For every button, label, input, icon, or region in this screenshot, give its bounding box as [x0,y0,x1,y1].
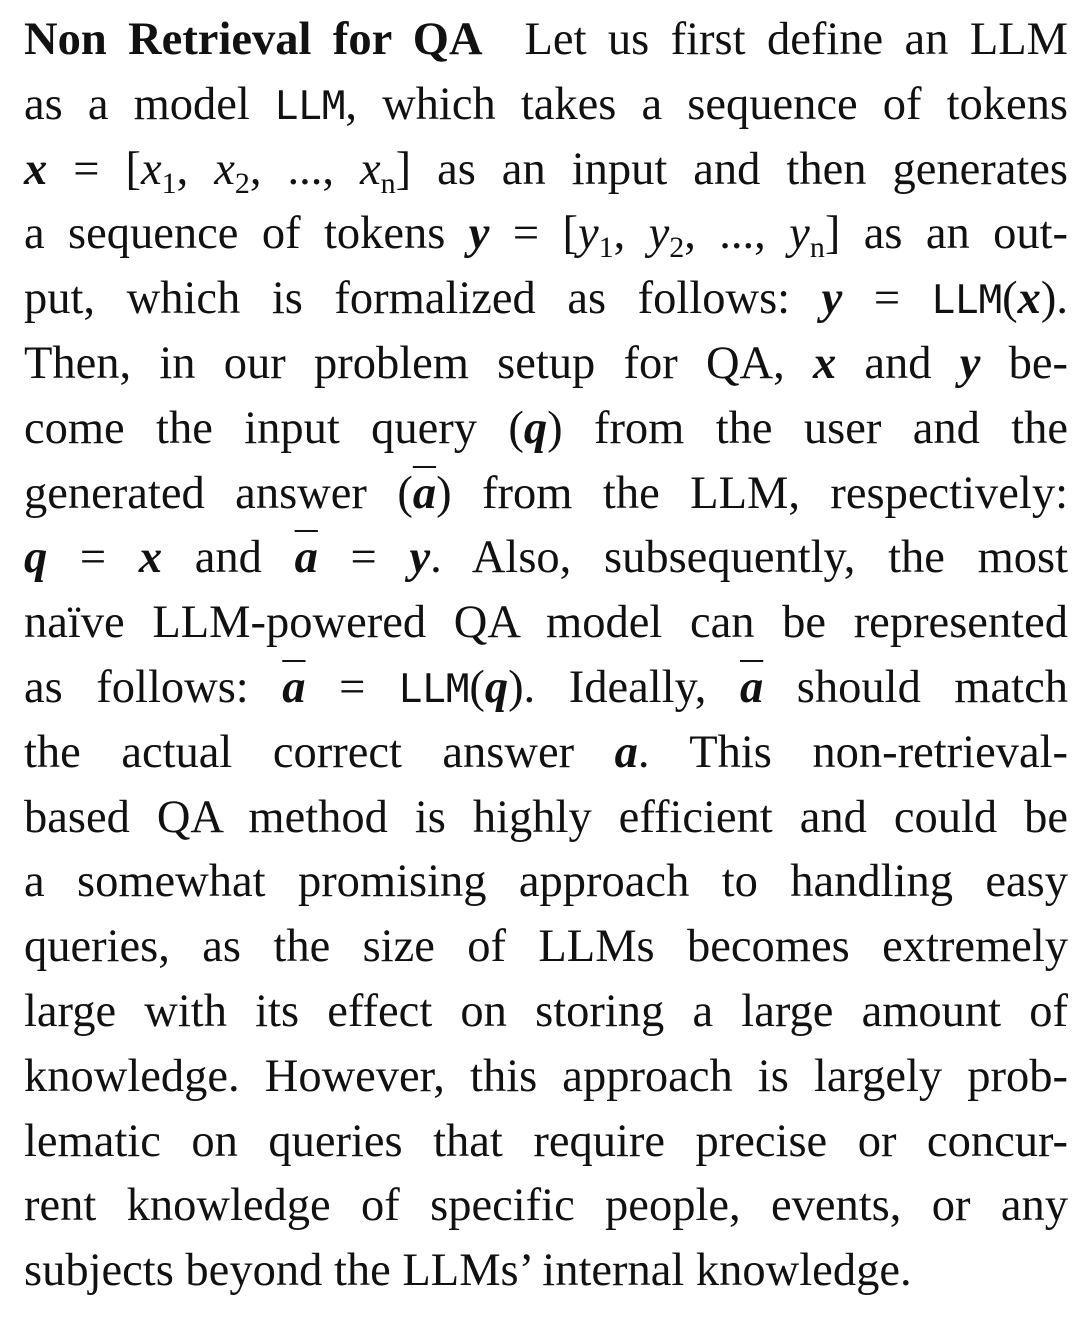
math-symbol: x [1017,273,1041,325]
text-line [24,658,1068,720]
text-run: = [ [47,143,141,195]
text-run: a somewhat promising approach to handling easy [24,856,1068,908]
text-run: ( [469,662,485,713]
text-line [24,269,1068,331]
text-run: knowledge. However, this approach is largely prob- [24,1050,1068,1102]
math-symbol: y [821,273,843,325]
text-run: generated answer ( [24,467,413,519]
text-line [24,1241,1068,1301]
text-line [24,464,1068,524]
math-symbol-a-bar: $\overline{a}$ [740,662,764,713]
text-run: . Also, subsequently, the most [430,532,1069,584]
text-run: , ..., [249,143,360,195]
text-line [24,399,1068,459]
math-subscript: n [809,231,825,265]
text-line [24,10,1068,70]
math-symbol: y [468,208,490,260]
text-run: naïve LLM-powered QA model can be represented [24,597,1068,649]
math-variable: y [577,208,599,260]
math-symbol: q [523,402,548,454]
math-subscript: 1 [161,166,177,200]
math-symbol-a-bar: $\overline{a}$ [412,467,437,519]
text-run: ). Ideally, [508,662,740,713]
text-line [24,1176,1068,1236]
math-symbol: y [959,338,981,389]
text-run: , ..., [684,208,790,260]
text-run: should match [763,662,1068,713]
text-run: Then, in our problem setup for QA, [24,338,813,389]
math-function-llm: LLM [398,667,470,712]
text-run: as a model [24,78,275,130]
text-run: ) from the user and the [547,402,1068,454]
text-run: = [842,273,932,325]
text-run: put, which is formalized as follows: [24,273,822,325]
text-run: based QA method is highly efficient and could be [24,791,1068,843]
text-line [24,1047,1068,1107]
text-line [24,852,1068,912]
text-line [24,917,1068,977]
text-run: ) from the LLM, respectively: [436,467,1068,519]
text-run: ). [1040,273,1069,325]
math-variable: x [214,143,235,195]
math-function-llm: LLM [931,278,1003,324]
text-run: lematic on queries that require precise or concur- [24,1115,1068,1167]
math-variable: x [140,143,162,195]
text-run: be- [980,338,1069,389]
text-line [24,723,1068,783]
text-line [24,788,1068,848]
text-run: subjects beyond the LLMs’ internal knowledge. [24,1245,912,1297]
text-run: ] as an out- [824,208,1069,260]
math-subscript: 2 [234,166,250,200]
math-symbol: x [812,338,837,389]
text-line [24,204,1068,269]
math-subscript: n [380,166,396,200]
text-run: = [47,532,139,584]
text-line [24,1112,1068,1172]
math-subscript: 1 [598,231,614,265]
text-run: ( [1002,273,1018,325]
text-run: large with its effect on storing a large amount of [24,986,1068,1037]
math-symbol: q [484,662,509,713]
math-variable: x [359,143,381,195]
text-line [24,334,1068,394]
text-run: . This non-retrieval- [637,726,1068,778]
math-subscript: 2 [669,231,685,265]
math-symbol: y [409,532,431,584]
text-run: ] as an input and then generates [395,143,1069,195]
text-line [24,75,1068,137]
text-run: a sequence of tokens [24,208,469,260]
text-run: rent knowledge of specific people, events, or any [24,1180,1068,1232]
text-run: , [176,143,215,195]
text-line [24,593,1068,653]
text-run: = [ [489,208,578,260]
text-run: = [317,532,410,584]
paragraph-heading: Non Retrieval for QA [24,14,483,65]
math-symbol-a-bar: $\overline{a}$ [282,662,306,713]
text-run: Let us first define an LLM [524,14,1069,65]
text-line [24,982,1068,1042]
math-variable: y [789,208,810,260]
text-run: and [836,338,960,389]
math-symbol: a [614,726,638,778]
math-symbol: x [24,143,48,195]
text-run: as follows: [24,662,283,713]
math-function-llm: LLM [274,83,346,129]
math-variable: y [648,208,670,260]
math-symbol-a-bar: $\overline{a}$ [294,532,318,584]
text-run: , which takes a sequence of tokens [345,78,1068,130]
math-symbol: q [24,532,48,584]
text-run: = [305,662,399,713]
text-run: come the input query ( [24,402,524,454]
text-run: queries, as the size of LLMs becomes extremely [24,921,1068,973]
text-run: and [162,532,295,584]
math-symbol: x [138,532,163,584]
text-run: , [613,208,649,260]
text-run: the actual correct answer [24,726,615,778]
text-line [24,140,1068,205]
text-line [24,528,1068,588]
